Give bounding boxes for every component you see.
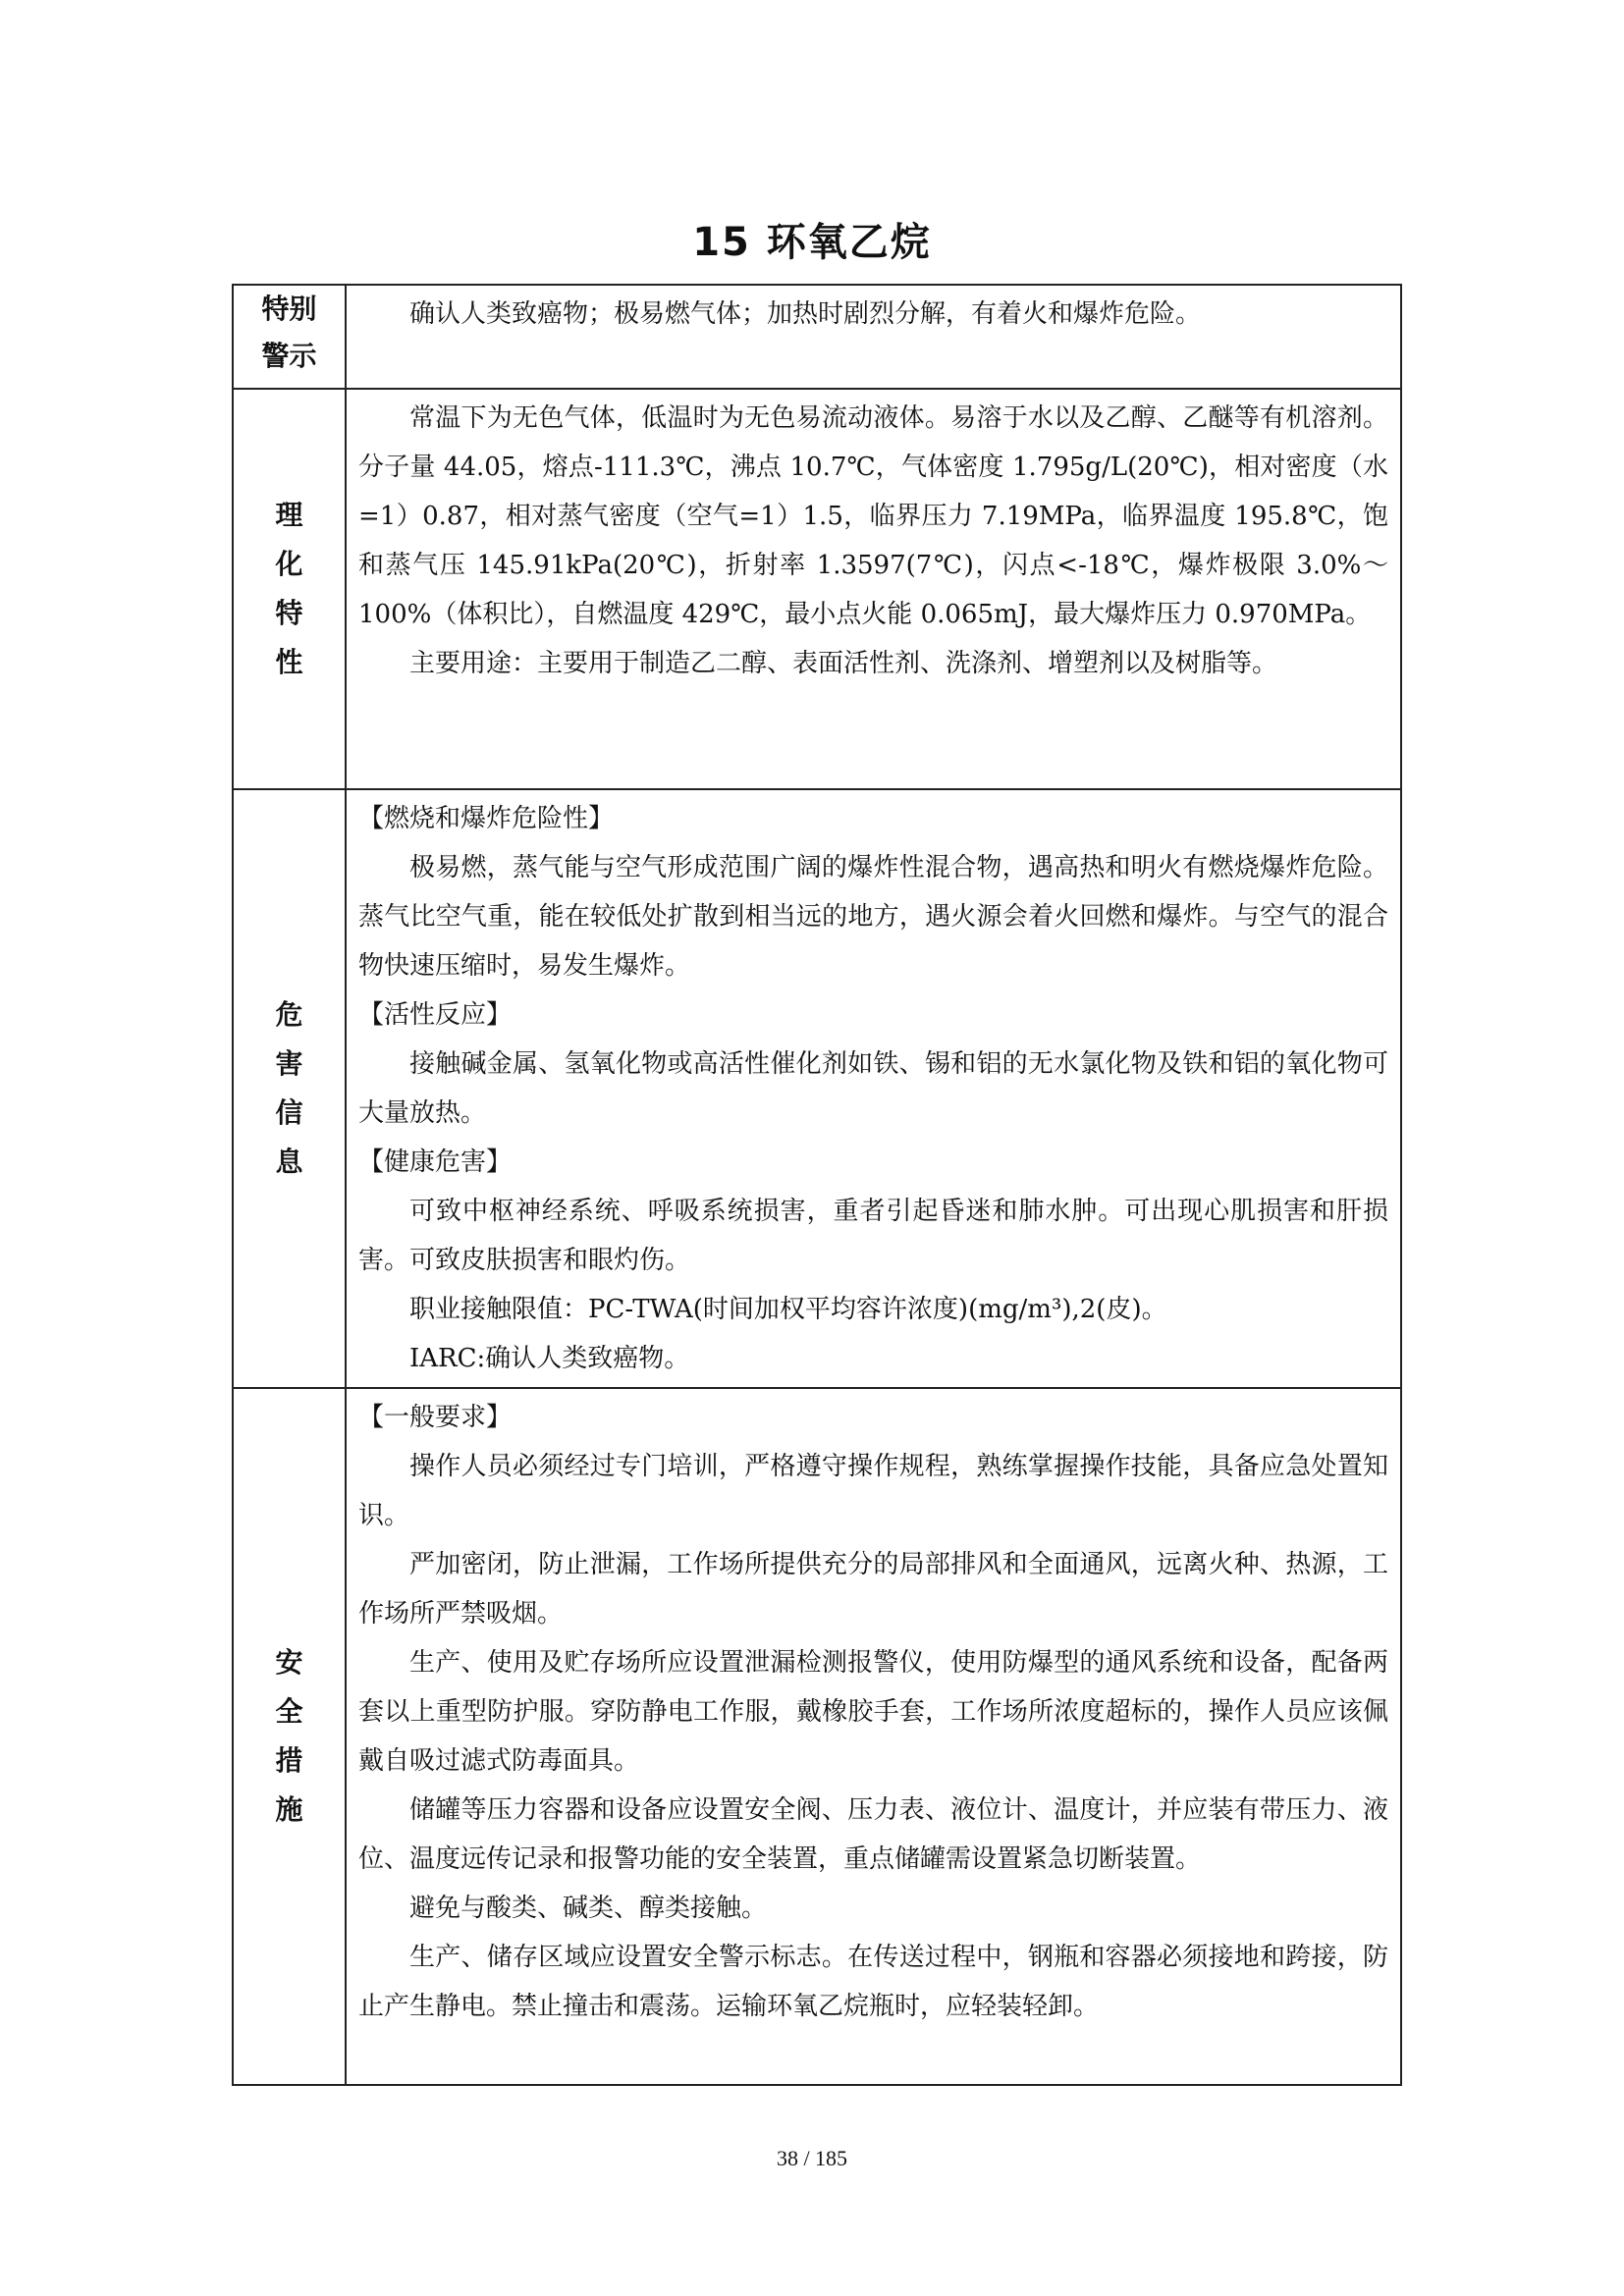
page-number: 38 / 185: [776, 2146, 848, 2170]
subheading: 【活性反应】: [358, 1000, 513, 1030]
row-content: [346, 389, 1401, 789]
label-text: 害: [275, 1047, 303, 1080]
paragraph: 极易燃，蒸气能与空气形成范围广阔的爆炸性混合物，遇高热和明火有燃烧爆炸危险。蒸气比空气重，能在较低处扩散到相当远的地方，遇火源会着火回燃和爆炸。与空气的混合物快速压缩时，易发生爆炸。: [358, 853, 1388, 981]
paragraph: 职业接触限值：PC-TWA(时间加权平均容许浓度)(mg/m³),2(皮)。: [409, 1295, 1167, 1324]
paragraph: 操作人员必须经过专门培训，严格遵守操作规程，熟练掌握操作技能，具备应急处置知识。: [358, 1452, 1388, 1530]
row-label: [233, 1388, 346, 2085]
label-text: 警示: [261, 340, 317, 372]
label-text: 全: [275, 1695, 303, 1728]
paragraph: 接触碱金属、氢氧化物或高活性催化剂如铁、锡和铝的无水氯化物及铁和铝的氧化物可大量放热。: [358, 1049, 1388, 1128]
label-text: 化: [275, 548, 303, 580]
row-safety-measures: [233, 1388, 1401, 2085]
subheading: 【健康危害】: [358, 1148, 513, 1177]
row-content: [346, 1388, 1401, 2085]
page-title: 15 环氧乙烷: [692, 220, 932, 265]
row-label: [233, 789, 346, 1388]
paragraph: 生产、使用及贮存场所应设置泄漏检测报警仪，使用防爆型的通风系统和设备，配备两套以上重型防护服。穿防静电工作服，戴橡胶手套，工作场所浓度超标的，操作人员应该佩戴自吸过滤式防毒面具。: [358, 1648, 1388, 1776]
safety-data-table: [232, 284, 1402, 2086]
label-text: 理: [275, 499, 303, 531]
row-content: [346, 285, 1401, 389]
label-text: 危: [275, 998, 303, 1031]
subheading: 【燃烧和爆炸危险性】: [358, 804, 615, 833]
label-text: 特: [275, 597, 303, 629]
paragraph: 常温下为无色气体，低温时为无色易流动液体。易溶于水以及乙醇、乙醚等有机溶剂。分子量 44.05，熔点-111.3℃，沸点 10.7℃，气体密度 1.795g/L(20℃)，相对密度（水=1）0.87，相对蒸气密度（空气=1）1.5，临界压力 7.19MPa，临界温度 195.8℃，饱和蒸气压 145.91kPa(20℃)，折射率 1.3597(7℃)，闪点<-18℃，爆炸极限 3.0%～100%（体积比），自燃温度 429℃，最小点火能 0.065mJ，最大爆炸压力 0.970MPa。: [358, 403, 1388, 629]
paragraph: 确认人类致癌物；极易燃气体；加热时剧烈分解，有着火和爆炸危险。: [409, 299, 1202, 329]
label-text: 信: [275, 1096, 303, 1129]
paragraph: 严加密闭，防止泄漏，工作场所提供充分的局部排风和全面通风，远离火种、热源，工作场所严禁吸烟。: [358, 1550, 1388, 1629]
paragraph: 可致中枢神经系统、呼吸系统损害，重者引起昏迷和肺水肿。可出现心肌损害和肝损害。可致皮肤损害和眼灼伤。: [358, 1197, 1388, 1275]
label-text: 措: [275, 1744, 303, 1777]
row-special-warning: [233, 285, 1401, 389]
paragraph: 避免与酸类、碱类、醇类接触。: [409, 1894, 768, 1923]
paragraph: 主要用途：主要用于制造乙二醇、表面活性剂、洗涤剂、增塑剂以及树脂等。: [409, 649, 1278, 678]
label-text: 性: [275, 646, 303, 678]
row-content: [346, 789, 1401, 1388]
paragraph: 生产、储存区域应设置安全警示标志。在传送过程中，钢瓶和容器必须接地和跨接，防止产生静电。禁止撞击和震荡。运输环氧乙烷瓶时，应轻装轻卸。: [358, 1943, 1388, 2021]
row-physical-chemical: [233, 389, 1401, 789]
label-text: 特别: [261, 293, 317, 325]
label-text: 安: [275, 1646, 303, 1679]
label-text: 施: [275, 1793, 303, 1826]
paragraph: IARC:确认人类致癌物。: [409, 1344, 690, 1373]
subheading: 【一般要求】: [358, 1403, 513, 1432]
row-label: [233, 389, 346, 789]
row-label: [233, 285, 346, 389]
paragraph: 储罐等压力容器和设备应设置安全阀、压力表、液位计、温度计，并应装有带压力、液位、温度远传记录和报警功能的安全装置，重点储罐需设置紧急切断装置。: [358, 1795, 1388, 1874]
label-text: 息: [275, 1146, 303, 1178]
row-hazard-info: [233, 789, 1401, 1388]
